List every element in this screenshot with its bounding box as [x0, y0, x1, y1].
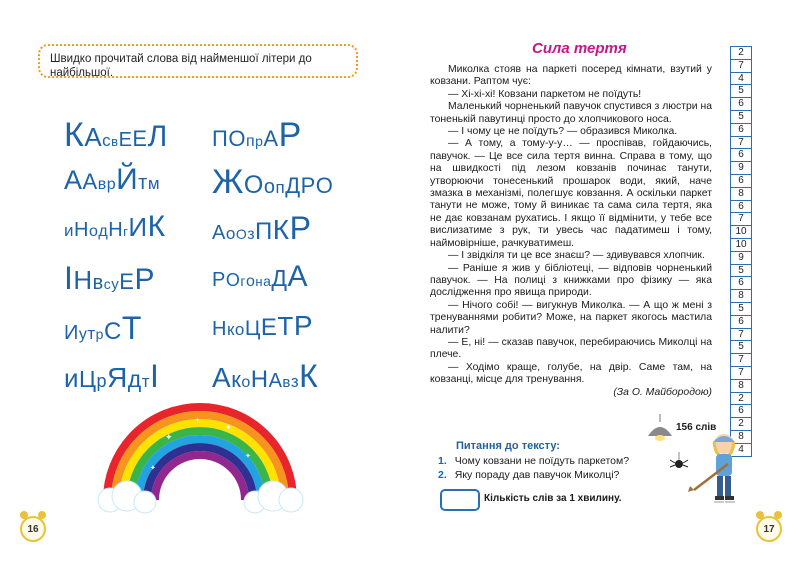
story-paragraph: — А тому, а тому-у-у… — проспівав, гойдаючись, павучок. — Це все сила тертя винна. Справа в тому, що на швидкості під лезом ковзанів починає танути, утворюючи тонесенький прошарок води, який, наче змазка в механізмі, полегшує ковзання. А оскільки паркет танути не може, тому й виникає та сама сила тертя, яка не дає ковзанам рухатись. І якщо її відмінити, у тебе все вислизатиме з рук, ти увесь час падатимеш і тому, наймовірніше, рачкуватимеш.: [430, 138, 712, 249]
word-letter: Р: [278, 116, 302, 154]
scrambled-word: [64, 212, 166, 248]
spider-icon: [668, 452, 690, 474]
word-letter: о: [241, 374, 251, 391]
boy-hockey-illustration: [688, 430, 752, 508]
line-count-cell: 6: [731, 149, 751, 162]
word-letter: к: [226, 320, 235, 339]
story-paragraph: — І звідкіля ти це все знаєш? — здивувався хлопчик.: [448, 250, 705, 262]
svg-text:✦: ✦: [165, 433, 173, 443]
line-count-cell: 4: [731, 73, 751, 86]
story-paragraph: — Ходімо краще, голубе, на двір. Саме там, на ковзанці, місце для тренування.: [430, 361, 712, 386]
word-letter: Ц: [244, 317, 261, 340]
line-count-cell: 6: [731, 201, 751, 214]
word-letter: О: [315, 173, 334, 198]
word-letter: д: [98, 223, 109, 240]
word-letter: І: [150, 358, 160, 394]
rainbow-illustration: [95, 400, 305, 515]
line-count-cell: 7: [731, 213, 751, 226]
word-letter: Т: [121, 310, 142, 346]
line-count-cell: 7: [731, 354, 751, 367]
word-letter: т: [138, 172, 148, 194]
word-letter: п: [275, 178, 286, 197]
line-count-cell: 5: [731, 265, 751, 278]
word-letter: Ц: [79, 366, 97, 392]
svg-text:✦: ✦: [225, 423, 232, 432]
page-number-left-text: 16: [27, 523, 39, 535]
line-count-cell: 5: [731, 85, 751, 98]
line-count-cell: 2: [731, 393, 751, 406]
story-paragraph: — Хі-хі-хі! Ковзани паркетом не поїдуть!: [448, 88, 642, 100]
line-count-cell: 4: [738, 443, 744, 455]
word-letter: П: [212, 126, 229, 151]
story-title: Сила тертя: [532, 40, 627, 57]
word-letter: А: [287, 260, 308, 293]
word-letter: в: [92, 272, 104, 294]
scrambled-word: [212, 262, 308, 298]
question-1: [438, 455, 629, 467]
word-letter: у: [111, 276, 120, 293]
line-count-cell: 5: [731, 341, 751, 354]
question-1-text: Чому ковзани не поїдуть паркетом?: [454, 455, 630, 467]
word-letter: в: [97, 176, 107, 193]
word-letter: о: [234, 320, 245, 339]
word-letter: Н: [108, 219, 124, 241]
line-word-counts: [730, 46, 752, 457]
word-letter: О: [235, 226, 248, 242]
line-count-cell: 5: [731, 111, 751, 124]
word-letter: з: [290, 372, 300, 391]
instruction-text: Швидко прочитай слова від найменшої літери до найбільшої.: [50, 53, 312, 79]
word-letter: А: [82, 169, 98, 194]
story-paragraph: — І чому це не поїдуть? — образився Миколка.: [448, 126, 678, 138]
word-letter: Н: [212, 318, 227, 340]
word-letter: Й: [116, 163, 139, 196]
scrambled-word: [64, 165, 160, 201]
page-number-right-text: 17: [763, 523, 775, 535]
word-letter: д: [127, 366, 142, 392]
line-count-cell: 7: [731, 329, 751, 342]
word-letter: Р: [289, 210, 312, 246]
word-letter: О: [228, 126, 246, 151]
line-count-cell: 7: [731, 60, 751, 73]
questions-title: Питання до тексту:: [456, 440, 560, 452]
word-letter: г: [123, 224, 129, 239]
question-2-number: 2.: [438, 469, 447, 481]
line-count-cell: 6: [731, 316, 751, 329]
word-letter: Р: [293, 310, 313, 341]
word-letter: Е: [132, 126, 148, 151]
scrambled-word: [64, 118, 168, 154]
word-letter: н: [255, 274, 264, 289]
words-total: 156 слів: [676, 422, 717, 433]
word-letter: Т: [277, 311, 294, 341]
scrambled-word: [212, 312, 313, 348]
word-letter: Н: [250, 366, 269, 393]
svg-text:✦: ✦: [245, 452, 251, 460]
words-per-minute-box[interactable]: [440, 489, 480, 511]
word-letter: Р: [212, 269, 226, 291]
line-count-cell: 2: [731, 418, 751, 431]
scrambled-word: [64, 360, 159, 396]
line-count-cell: 6: [731, 124, 751, 137]
word-letter: а: [263, 273, 272, 289]
word-letter: т: [87, 324, 96, 343]
words-per-minute-label: Кількість слів за 1 хвилину.: [484, 493, 622, 504]
scrambled-word: [64, 312, 142, 348]
word-letter: К: [299, 358, 319, 394]
line-count-cell: 6: [731, 405, 751, 418]
question-1-number: 1.: [438, 455, 447, 467]
word-letter: з: [247, 226, 256, 243]
page-number-right: [756, 516, 782, 542]
line-count-cell: 9: [731, 162, 751, 175]
word-letter: к: [231, 367, 242, 392]
word-letter: г: [240, 273, 246, 289]
story-paragraph: — Раніше я жив у бібліотеці, — відповів чорненький павучок. — На полиці з книжками про фізику — яка дослідження про явища природи.: [430, 262, 712, 299]
line-count-cell: 5: [731, 303, 751, 316]
story-paragraph: — Е, ні! — сказав павучок, перебираючись Миколці на плече.: [430, 336, 712, 361]
word-letter: Н: [73, 265, 93, 295]
word-letter: Д: [271, 265, 288, 291]
word-letter: А: [212, 222, 226, 244]
word-letter: С: [103, 318, 122, 345]
word-letter: с: [102, 131, 112, 150]
scrambled-word: [212, 360, 318, 396]
word-letter: Р: [300, 173, 316, 198]
word-letter: Е: [118, 129, 133, 151]
word-letter: р: [255, 133, 264, 149]
word-letter: К: [64, 116, 85, 154]
question-2-text: Яку пораду дав павучок Миколці?: [454, 469, 620, 481]
word-letter: Ж: [212, 163, 244, 201]
word-letter: о: [263, 176, 276, 198]
story-text: [430, 64, 712, 399]
word-letter: Е: [260, 314, 278, 341]
word-letter: И: [128, 212, 148, 242]
word-letter: т: [141, 372, 151, 391]
line-count-cell: 7: [731, 367, 751, 380]
question-2: [438, 469, 619, 481]
word-letter: Р: [134, 263, 155, 296]
line-count-cell: 6: [731, 98, 751, 111]
word-letter: А: [84, 122, 103, 152]
right-page: [400, 0, 800, 561]
word-letter: А: [212, 362, 232, 393]
story-paragraph: Маленький чорненький павучок спустився з люстри на тоненькій павутинці просто до хлопчикового носа.: [430, 101, 713, 125]
scrambled-word: [212, 118, 302, 154]
page-number-left: [20, 516, 46, 542]
word-letter: К: [147, 210, 166, 243]
word-letter: Н: [74, 219, 89, 241]
line-count-cell: 8: [731, 380, 751, 393]
word-letter: с: [103, 276, 112, 292]
word-letter: у: [78, 326, 88, 343]
line-count-cell: 2: [731, 47, 751, 60]
word-letter: П: [255, 218, 273, 245]
word-letter: и: [64, 363, 80, 393]
word-letter: А: [64, 165, 83, 195]
word-letter: в: [282, 374, 291, 391]
line-count-cell: 6: [731, 175, 751, 188]
word-letter: в: [111, 134, 119, 149]
word-letter: О: [225, 270, 241, 290]
line-count-cell: 10: [731, 239, 751, 252]
instruction-box: [38, 44, 358, 78]
story-paragraph: (За О. Майбородою): [613, 386, 712, 398]
word-letter: К: [272, 214, 290, 245]
word-letter: О: [243, 171, 264, 199]
story-paragraph: Миколка стояв на паркеті посеред кімнати, взутий у ковзани. Раптом чує:: [430, 64, 712, 88]
story-paragraph: — Нічого собі! — вигукнув Миколка. — А що ж мені з тренуваннями робити? Може, на паркет якогось мастила налити?: [430, 299, 712, 336]
word-letter: о: [245, 273, 256, 290]
lamp-illustration: [640, 414, 680, 454]
word-letter: Д: [285, 173, 301, 198]
word-letter: Л: [147, 120, 168, 153]
word-letter: и: [64, 221, 74, 240]
word-letter: Е: [119, 269, 135, 294]
svg-text:✦: ✦: [150, 464, 156, 472]
word-letter: р: [95, 326, 104, 342]
word-letter: м: [147, 174, 161, 193]
word-letter: п: [245, 133, 256, 150]
word-letter: р: [106, 176, 117, 193]
line-count-cell: 8: [731, 188, 751, 201]
line-count-cell: 6: [731, 277, 751, 290]
word-letter: А: [268, 370, 283, 392]
word-letter: А: [263, 126, 279, 151]
word-letter: И: [64, 322, 79, 344]
line-count-cell: 10: [731, 226, 751, 239]
word-letter: о: [88, 223, 99, 240]
word-letter: І: [64, 260, 74, 296]
line-count-cell: 9: [731, 252, 751, 265]
line-count-cell: 8: [731, 431, 751, 444]
svg-text:✦: ✦: [195, 417, 201, 424]
line-count-cell: 7: [731, 137, 751, 150]
line-count-cell: 8: [731, 290, 751, 303]
scrambled-word: [212, 165, 333, 201]
scrambled-word: [212, 212, 311, 248]
word-letter: о: [225, 224, 236, 243]
word-letter: р: [96, 371, 108, 391]
word-letter: Я: [107, 362, 128, 393]
scrambled-word: [64, 262, 155, 298]
